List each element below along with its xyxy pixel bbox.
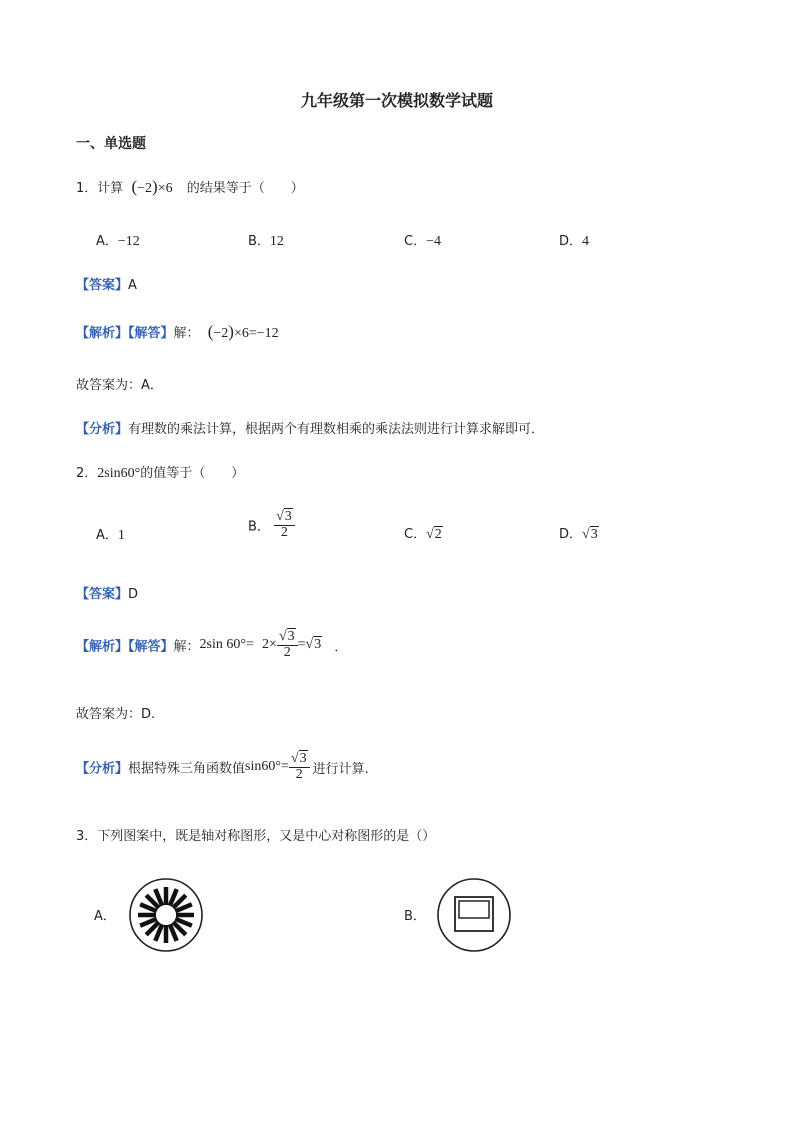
question-suffix: 的值等于（ ）	[140, 466, 245, 481]
answer-line-1: 【答案】A	[76, 278, 137, 293]
framed-square-icon	[436, 877, 512, 953]
question-expression: (−2)×6	[131, 177, 173, 196]
question-prefix: 计算	[97, 181, 124, 196]
fraction: $\frac{√3}{2}$	[277, 630, 298, 660]
fenxi-line-1: 【分析】有理数的乘法计算，根据两个有理数相乘的乘法法则进行计算求解即可．	[76, 422, 545, 437]
solution-line-2: 【解析】【解答】解：2sin 60°= 2× $\frac{√3}{2}$ =√3 ．	[76, 629, 348, 660]
question-number: 3．	[76, 829, 98, 844]
option-c: C．−4	[404, 234, 441, 249]
sunburst-icon	[128, 877, 204, 953]
fraction: $\frac{√3}{2}$	[274, 510, 295, 540]
option-b: B．12	[248, 234, 284, 249]
question-number: 1．	[76, 181, 98, 196]
fenxi-line-2: 【分析】根据特殊三角函数值sin60°= $\frac{√3}{2}$ 进行计算.	[76, 751, 369, 782]
question-2	[76, 462, 244, 482]
question-text: 下列图案中，既是轴对称图形，又是中心对称图形的是（）	[97, 829, 436, 844]
option-c: C．√2	[404, 527, 442, 542]
option-d: D．4	[559, 234, 590, 249]
option-d: D．√3	[559, 527, 598, 542]
option-a-label: A．	[94, 909, 116, 924]
answer-line-2: 【答案】D	[76, 587, 139, 602]
section-heading: 一、单选题	[76, 136, 146, 152]
question-3	[76, 825, 435, 844]
fraction: $\frac{√3}{2}$	[289, 752, 310, 782]
page-title: 九年级第一次模拟数学试题	[300, 91, 493, 110]
option-b-label: B．	[404, 909, 426, 924]
option-a: A．−12	[96, 234, 140, 249]
conclusion-2: 故答案为：D.	[76, 707, 156, 722]
question-number: 2．	[76, 466, 98, 481]
option-a: A．1	[96, 528, 125, 543]
solution-line-1: 【解析】【解答】解： (−2)×6=−12	[76, 322, 279, 341]
question-expression: 2sin60°	[97, 466, 141, 481]
conclusion-1: 故答案为：A．	[76, 378, 163, 393]
option-b: B． $\frac{√3}{2}$	[248, 510, 295, 540]
question-1	[76, 177, 304, 197]
question-suffix: 的结果等于（ ）	[186, 181, 304, 196]
